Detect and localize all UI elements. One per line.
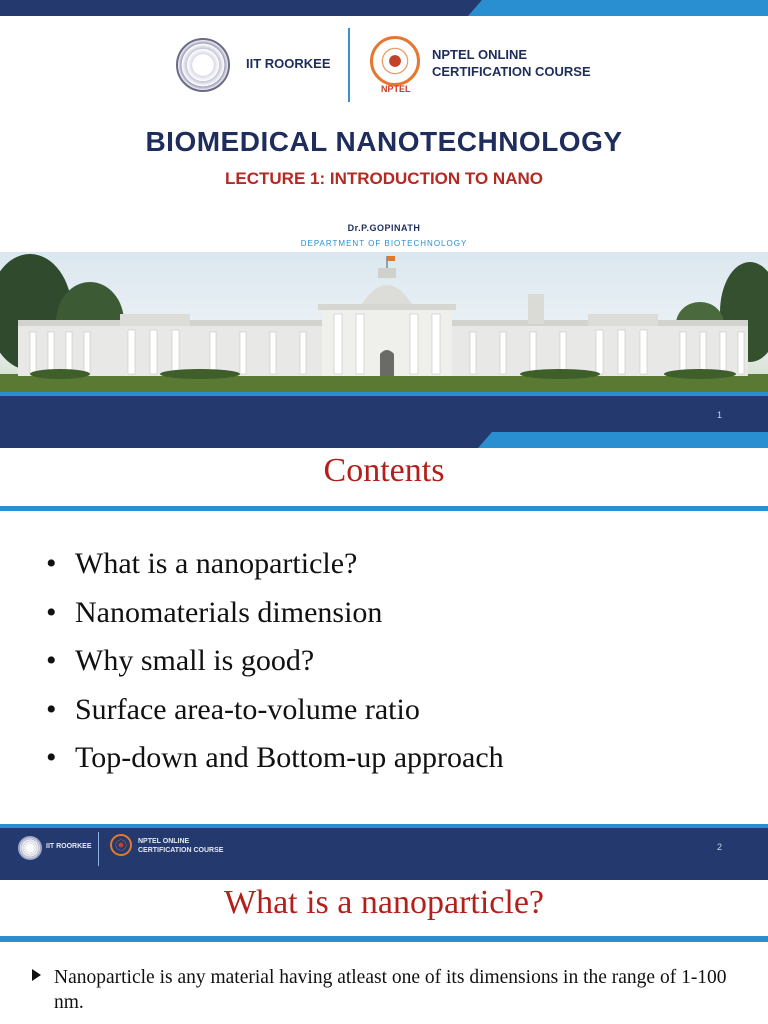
nptel-line-1: NPTEL ONLINE [432, 47, 528, 62]
definition-paragraph [32, 965, 752, 1015]
heading-rule [0, 936, 768, 942]
main-building-illustration [0, 252, 768, 392]
list-item: • Surface area-to-volume ratio [46, 686, 746, 735]
contents-list [46, 540, 746, 783]
page-number: 1 [716, 410, 722, 420]
page-number: 2 [716, 842, 722, 852]
campus-building-photo [0, 252, 768, 392]
footer-divider [98, 832, 99, 866]
bullet-icon: • [46, 644, 57, 677]
list-item: • Why small is good? [46, 637, 746, 686]
title-slide [0, 0, 768, 432]
heading-rule [0, 506, 768, 511]
nptel-line-2: CERTIFICATION COURSE [432, 64, 591, 79]
nanoparticle-slide [0, 880, 768, 1024]
bullet-icon: • [46, 741, 57, 774]
logo-header [0, 28, 768, 108]
definition-text: Nanoparticle is any material having atleast one of its dimensions in the range of 1-100 nm. [54, 967, 727, 1013]
footer-nptel-label: NPTEL ONLINE CERTIFICATION COURSE [138, 838, 224, 854]
bullet-icon: • [46, 595, 57, 629]
list-item: • Top-down and Bottom-up approach [46, 734, 746, 783]
slide-footer [0, 824, 768, 880]
slide-heading: What is a nanoparticle? [223, 884, 544, 921]
arrow-bullet-icon [32, 969, 41, 981]
iit-roorkee-seal-icon [176, 38, 230, 92]
nptel-logo-icon [110, 834, 132, 856]
bullet-icon: • [46, 547, 57, 580]
slide-top-accent [478, 432, 768, 448]
list-item: • Nanomaterials dimension [46, 589, 746, 638]
list-item: • What is a nanoparticle? [46, 540, 746, 589]
slide-top-accent [468, 0, 768, 16]
iit-roorkee-seal-icon [18, 836, 42, 860]
nptel-logo-tag: NPTEL [381, 84, 411, 94]
footer-institute-name: IIT ROORKEE [46, 843, 92, 850]
bullet-icon: • [46, 692, 57, 726]
institute-name: IIT ROORKEE [246, 56, 331, 71]
logo-divider [348, 28, 350, 102]
author-name: Dr.P.GOPINATH [347, 223, 421, 233]
lecture-title: LECTURE 1: INTRODUCTION TO NANO [225, 169, 543, 188]
nptel-course-label [432, 46, 591, 80]
footer-accent [0, 824, 768, 828]
slide-heading: Contents [323, 452, 445, 489]
slide-bottom-band [0, 392, 768, 432]
department-name: DEPARTMENT OF BIOTECHNOLOGY [300, 239, 468, 248]
slide-bottom-accent [0, 392, 768, 396]
nptel-logo-icon [370, 36, 420, 86]
course-title: BIOMEDICAL NANOTECHNOLOGY [145, 126, 623, 157]
contents-slide [0, 432, 768, 880]
